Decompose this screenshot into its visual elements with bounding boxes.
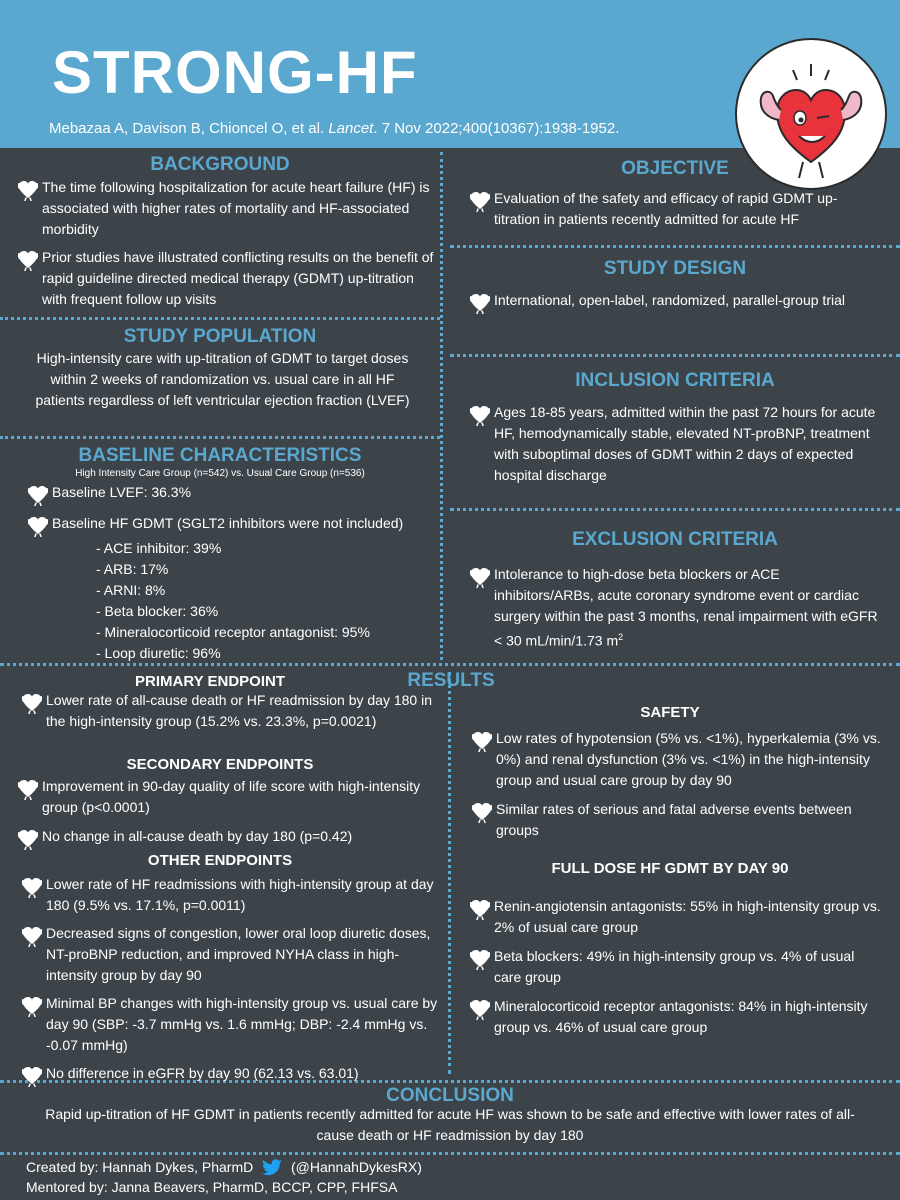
baseline-gdmt: Baseline HF GDMT (SGLT2 inhibitors were not included) xyxy=(52,515,404,531)
secondary-endpoint-item: Improvement in 90-day quality of life score with high-intensity group (p<0.0001) xyxy=(42,778,421,815)
flexing-heart-icon xyxy=(28,484,48,506)
flexing-heart-icon xyxy=(22,995,42,1017)
page-title: STRONG-HF xyxy=(52,39,418,106)
flexing-heart-icon xyxy=(22,692,42,714)
other-endpoints-title: OTHER ENDPOINTS xyxy=(147,852,293,869)
flexing-heart-icon xyxy=(18,179,38,201)
list-item xyxy=(22,1063,442,1087)
flexing-heart-icon xyxy=(472,801,492,823)
footer-created-line xyxy=(26,1157,886,1177)
twitter-bird-icon xyxy=(261,1159,283,1177)
flexing-heart-icon xyxy=(470,998,490,1020)
flexing-heart-icon xyxy=(22,876,42,898)
list-item xyxy=(22,923,442,986)
full-dose-item: Mineralocorticoid receptor antagonists: 84% in high-intensity group vs. 46% of usual care group xyxy=(494,998,868,1035)
citation xyxy=(49,120,619,137)
list-item xyxy=(470,946,884,988)
divider xyxy=(0,436,440,439)
other-endpoint-item: Decreased signs of congestion, lower oral loop diuretic doses, NT-proBNP reduction, and improved NYHA class in high-intensity group by day 90 xyxy=(46,925,431,983)
divider xyxy=(450,245,900,248)
other-endpoint-item: Minimal BP changes with high-intensity group vs. usual care by day 90 (SBP: -3.7 mmHg vs. 1.6 mmHg; DBP: -2.4 mmHg vs. -0.07 mmHg) xyxy=(46,995,438,1053)
footer-handle: (@HannahDykesRX) xyxy=(291,1159,422,1175)
study-population-text: High-intensity care with up-titration of GDMT to target doses within 2 weeks of randomization vs. usual care in all HF patients regardless of left ventricular ejection fraction (LVEF) xyxy=(35,350,410,408)
flexing-heart-icon xyxy=(470,404,490,426)
safety-item: Similar rates of serious and fatal adverse events between groups xyxy=(496,801,852,838)
list-item: - ARB: 17% xyxy=(96,561,169,577)
footer-mentored: Mentored by: Janna Beavers, PharmD, BCCP, CPP, FHFSA xyxy=(26,1179,398,1196)
results-title: RESULTS xyxy=(407,670,495,691)
objective-text: Evaluation of the safety and efficacy of rapid GDMT up-titration in patients recently admitted for acute HF xyxy=(494,190,838,227)
baseline-title: BASELINE CHARACTERISTICS xyxy=(78,445,362,466)
background-item: Prior studies have illustrated conflicting results on the benefit of rapid guideline directed medical therapy (GDMT) up-titration with frequent follow up visits xyxy=(42,249,434,307)
other-endpoint-item: Lower rate of HF readmissions with high-intensity group at day 180 (9.5% vs. 17.1%, p=0.0011) xyxy=(46,876,434,913)
baseline-subtitle: High Intensity Care Group (n=542) vs. Usual Care Group (n=536) xyxy=(75,468,365,479)
list-item: - Loop diuretic: 96% xyxy=(96,645,221,661)
flexing-heart-icon xyxy=(22,925,42,947)
full-dose-title: FULL DOSE HF GDMT BY DAY 90 xyxy=(551,860,789,877)
safety-item: Low rates of hypotension (5% vs. <1%), hyperkalemia (3% vs. 0%) and renal dysfunction (3% vs. <1%) in the high-intensity group and usual care group by day 90 xyxy=(496,730,881,788)
exclusion-superscript: 2 xyxy=(618,632,624,642)
flexing-heart-icon xyxy=(470,898,490,920)
primary-endpoint-text: Lower rate of all-cause death or HF readmission by day 180 in the high-intensity group (15.2% vs. 23.3%, p=0.0021) xyxy=(46,692,432,729)
exclusion-title: EXCLUSION CRITERIA xyxy=(572,529,778,550)
list-item xyxy=(470,188,882,230)
divider xyxy=(450,354,900,357)
flexing-heart-icon xyxy=(18,828,38,850)
list-item xyxy=(470,290,880,314)
list-item: - ACE inhibitor: 39% xyxy=(96,540,222,556)
secondary-endpoints-list xyxy=(18,776,438,850)
safety-title: SAFETY xyxy=(640,704,700,721)
list-item: - Mineralocorticoid receptor antagonist: 95% xyxy=(96,624,370,640)
divider xyxy=(0,317,440,320)
divider xyxy=(450,508,900,511)
list-item xyxy=(472,728,884,791)
study-design-text: International, open-label, randomized, parallel-group trial xyxy=(494,292,845,308)
citation-details: . 7 Nov 2022;400(10367):1938-1952. xyxy=(373,120,620,137)
background-list xyxy=(18,177,436,310)
inclusion-title: INCLUSION CRITERIA xyxy=(575,370,775,391)
study-design-title: STUDY DESIGN xyxy=(603,258,747,279)
list-item xyxy=(22,874,442,916)
other-endpoint-item: No difference in eGFR by day 90 (62.13 vs. 63.01) xyxy=(46,1065,359,1081)
full-dose-item: Beta blockers: 49% in high-intensity group vs. 4% of usual care group xyxy=(494,948,855,985)
list-item xyxy=(18,826,438,850)
list-item xyxy=(22,993,442,1056)
list-item xyxy=(18,776,438,818)
full-dose-item: Renin-angiotensin antagonists: 55% in high-intensity group vs. 2% of usual care group xyxy=(494,898,881,935)
background-item: The time following hospitalization for acute heart failure (HF) is associated with higher rates of mortality and HF-associated morbidity xyxy=(42,179,430,237)
flexing-heart-icon xyxy=(470,566,490,588)
flexing-heart-icon xyxy=(472,730,492,752)
list-item xyxy=(28,482,438,506)
divider xyxy=(0,1152,900,1155)
list-item xyxy=(18,177,436,240)
list-item xyxy=(470,564,880,652)
inclusion-text: Ages 18-85 years, admitted within the past 72 hours for acute HF, hemodynamically stable, elevated NT-proBNP, treatment with suboptimal doses of GDMT within 2 days of expected hospital discharge xyxy=(494,404,876,483)
footer xyxy=(26,1157,886,1197)
flexing-heart-icon xyxy=(470,190,490,212)
list-item xyxy=(470,896,884,938)
objective-title: OBJECTIVE xyxy=(621,158,729,179)
flexing-heart-icon xyxy=(18,778,38,800)
footer-created: Created by: Hannah Dykes, PharmD xyxy=(26,1159,254,1175)
list-item: - Beta blocker: 36% xyxy=(96,603,219,619)
secondary-endpoint-item: No change in all-cause death by day 180 (p=0.42) xyxy=(42,828,353,844)
exclusion-text-body: Intolerance to high-dose beta blockers or ACE inhibitors/ARBs, acute coronary syndrome event or cardiac surgery within the past 3 months, renal impairment with eGFR < 30 mL/min/1.73 m xyxy=(494,566,878,649)
list-item: - ARNI: 8% xyxy=(96,582,166,598)
flexing-heart-icon xyxy=(28,515,48,537)
list-item xyxy=(22,690,438,732)
conclusion-title: CONCLUSION xyxy=(386,1085,514,1106)
full-dose-list xyxy=(470,896,884,1038)
flexing-heart-icon xyxy=(22,1065,42,1087)
column-divider-top xyxy=(440,152,443,660)
list-item xyxy=(18,247,436,310)
study-population-title: STUDY POPULATION xyxy=(123,326,317,347)
list-item xyxy=(28,513,440,537)
baseline-lvef: Baseline LVEF: 36.3% xyxy=(52,484,192,500)
flexing-heart-icon xyxy=(470,292,490,314)
background-title: BACKGROUND xyxy=(150,154,290,175)
other-endpoints-list xyxy=(22,874,442,1087)
flexing-heart-icon xyxy=(470,948,490,970)
list-item xyxy=(472,799,884,841)
secondary-endpoints-title: SECONDARY ENDPOINTS xyxy=(126,756,314,773)
primary-endpoint-title: PRIMARY ENDPOINT xyxy=(134,673,285,690)
list-item xyxy=(470,402,880,486)
baseline-gdmt-list xyxy=(96,538,370,664)
conclusion-text: Rapid up-titration of HF GDMT in patients recently admitted for acute HF was shown to be safe and effective with lower rates of all-cause death or HF readmission by day 180 xyxy=(45,1106,855,1143)
citation-authors: Mebazaa A, Davison B, Chioncel O, et al. xyxy=(49,120,329,137)
flexing-heart-icon xyxy=(18,249,38,271)
citation-journal: Lancet xyxy=(328,120,374,137)
exclusion-text xyxy=(494,564,880,652)
list-item xyxy=(470,996,884,1038)
safety-list xyxy=(472,728,884,841)
